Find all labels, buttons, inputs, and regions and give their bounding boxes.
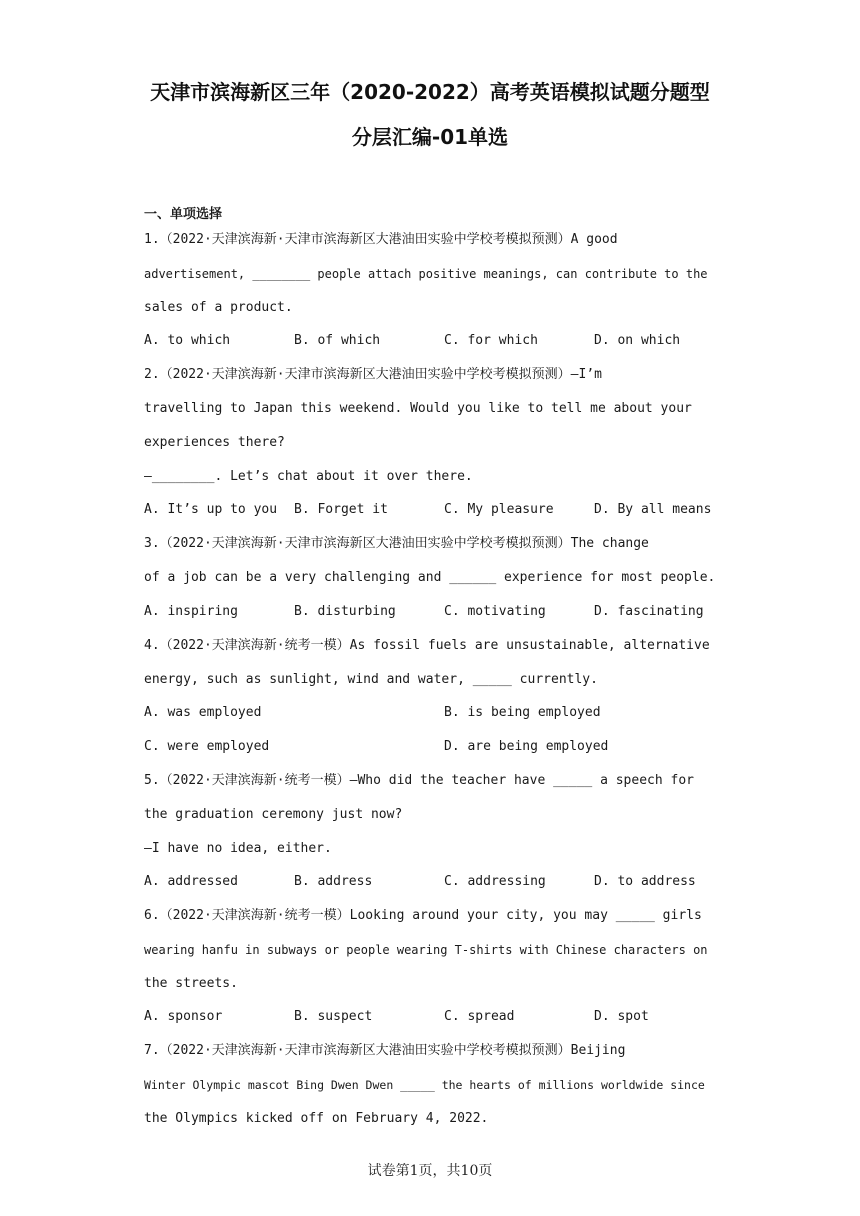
option-a: A. sponsor [144, 1009, 223, 1024]
question-2-line-3: experiences there? [144, 435, 285, 450]
question-5-options [144, 872, 724, 892]
section-heading: 一、单项选择 [144, 207, 223, 222]
question-6-line-3: the streets. [144, 976, 238, 991]
page-footer: 试卷第1页，共10页 [367, 1163, 493, 1179]
option-b: B. is being employed [444, 705, 601, 720]
option-d: D. By all means [594, 502, 712, 517]
question-5-line-1: 5.（2022·天津滨海新·统考一模）—Who did the teacher have _____ a speech for [144, 773, 694, 788]
question-4-line-1: 4.（2022·天津滨海新·统考一模）As fossil fuels are unsustainable, alternative [144, 638, 710, 653]
option-b: B. of which [294, 333, 381, 348]
option-d: D. spot [594, 1009, 649, 1024]
option-a: A. addressed [144, 874, 238, 889]
question-6-line-1: 6.（2022·天津滨海新·统考一模）Looking around your city, you may _____ girls [144, 908, 702, 923]
question-4-line-2: energy, such as sunlight, wind and water, _____ currently. [144, 672, 598, 687]
question-6-line-2: wearing hanfu in subways or people wearing T-shirts with Chinese characters on [144, 943, 708, 957]
question-7-line-1: 7.（2022·天津滨海新·天津市滨海新区大港油田实验中学校考模拟预测）Beijing [144, 1043, 626, 1058]
document-title-line2: 分层汇编-01单选 [351, 125, 509, 149]
question-4-options-row-2 [144, 737, 724, 757]
question-1-line-3: sales of a product. [144, 300, 293, 315]
question-7-line-2: Winter Olympic mascot Bing Dwen Dwen _____ the hearts of millions worldwide since [144, 1078, 705, 1092]
option-b: B. Forget it [294, 502, 388, 517]
question-3-options [144, 602, 724, 622]
option-b: B. address [294, 874, 373, 889]
question-4-options-row-1 [144, 703, 724, 723]
option-a: A. to which [144, 333, 231, 348]
option-c: C. My pleasure [444, 502, 554, 517]
option-d: D. to address [594, 874, 696, 889]
question-5-line-2: the graduation ceremony just now? [144, 807, 403, 822]
option-c: C. motivating [444, 604, 546, 619]
option-d: D. on which [594, 333, 681, 348]
question-3-line-2: of a job can be a very challenging and ______ experience for most people. [144, 570, 716, 585]
option-c: C. spread [444, 1009, 515, 1024]
question-7-line-3: the Olympics kicked off on February 4, 2022. [144, 1111, 489, 1126]
option-a: A. was employed [144, 705, 262, 720]
option-d: D. fascinating [594, 604, 704, 619]
option-c: C. for which [444, 333, 538, 348]
option-a: A. It’s up to you [144, 502, 278, 517]
option-a: A. inspiring [144, 604, 238, 619]
option-c: C. were employed [144, 739, 270, 754]
question-1-options [144, 331, 724, 351]
option-c: C. addressing [444, 874, 546, 889]
question-1-line-1: 1.（2022·天津滨海新·天津市滨海新区大港油田实验中学校考模拟预测）A good [144, 232, 618, 247]
question-2-line-4: —________. Let’s chat about it over there. [144, 469, 473, 484]
option-d: D. are being employed [444, 739, 609, 754]
question-2-line-2: travelling to Japan this weekend. Would you like to tell me about your [144, 401, 692, 416]
option-b: B. disturbing [294, 604, 396, 619]
question-2-line-1: 2.（2022·天津滨海新·天津市滨海新区大港油田实验中学校考模拟预测）—I’m [144, 367, 602, 382]
question-2-options [144, 500, 724, 520]
question-3-line-1: 3.（2022·天津滨海新·天津市滨海新区大港油田实验中学校考模拟预测）The change [144, 536, 649, 551]
document-title-line1: 天津市滨海新区三年（2020-2022）高考英语模拟试题分题型 [150, 80, 710, 104]
question-6-options [144, 1007, 724, 1027]
question-1-line-2: advertisement, ________ people attach positive meanings, can contribute to the [144, 267, 708, 281]
question-5-line-3: —I have no idea, either. [144, 841, 332, 856]
option-b: B. suspect [294, 1009, 373, 1024]
